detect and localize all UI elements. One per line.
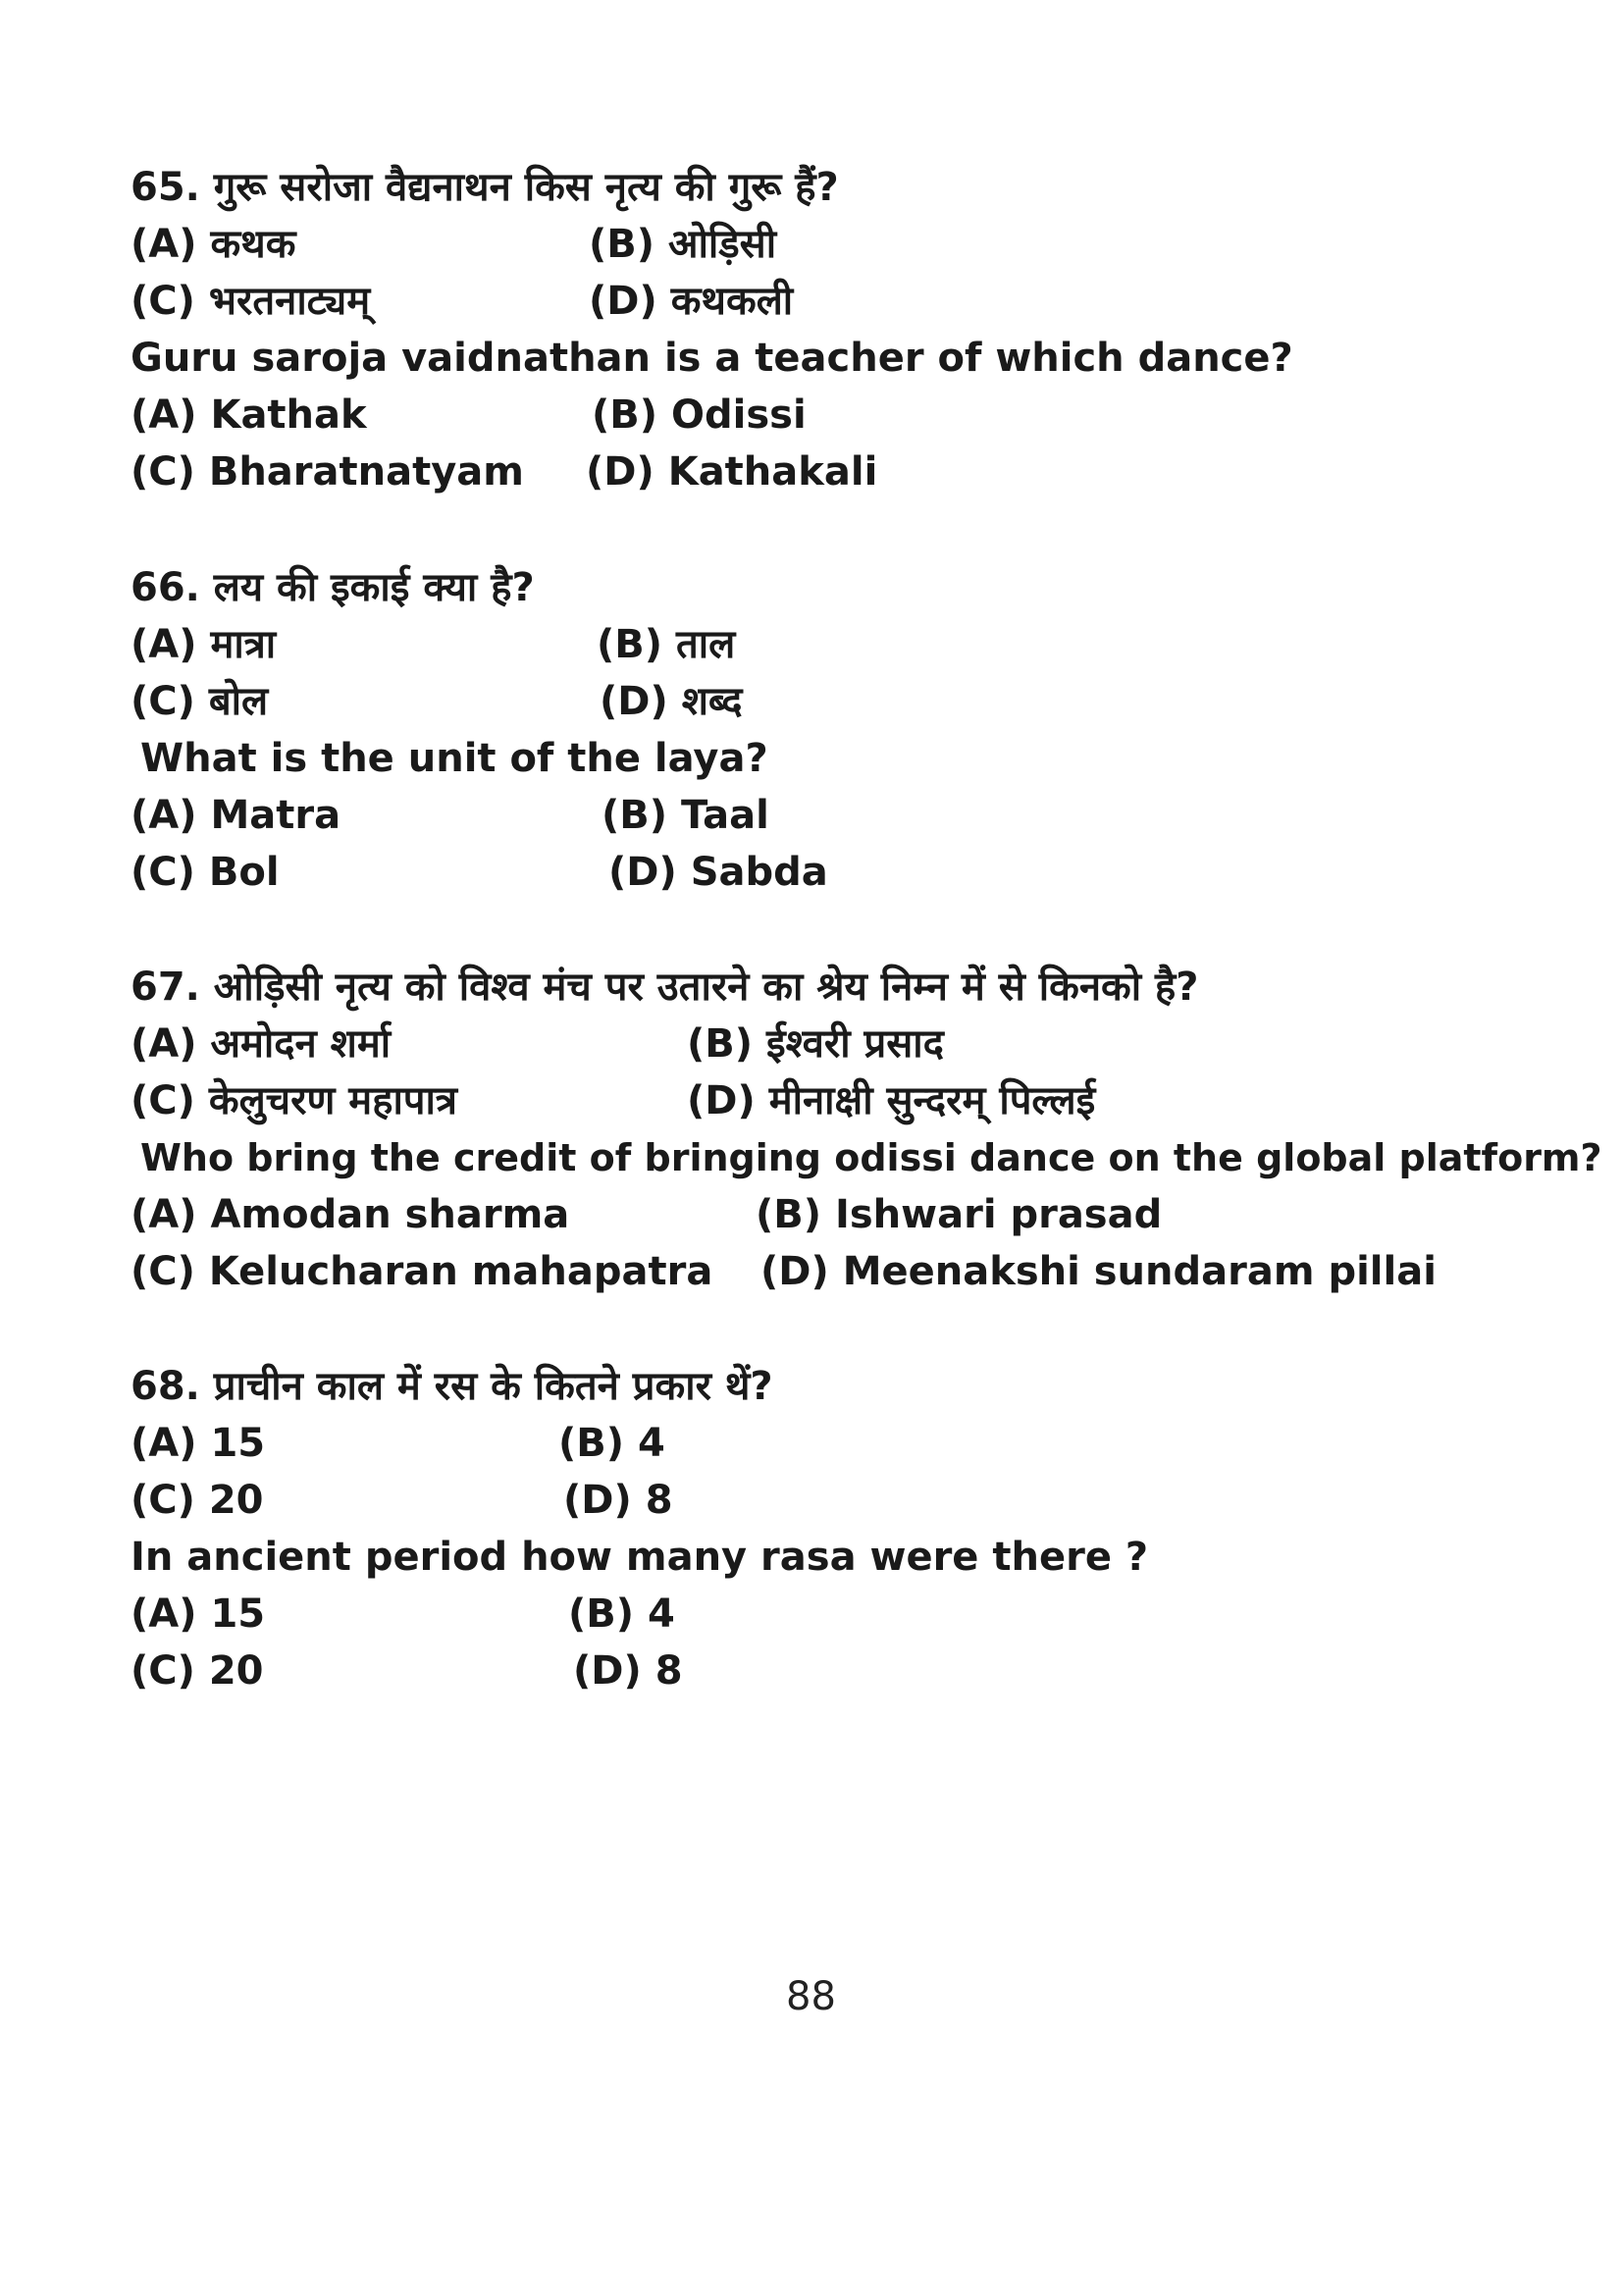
options-row (131, 1472, 1602, 1529)
option-a-english: (A) Matra (131, 793, 341, 838)
option-d-english: (D) 8 (573, 1648, 683, 1694)
option-d-hindi: (D) मीनाक्षी सुन्दरम् पिल्लई (687, 1078, 1096, 1123)
option-b-hindi: (B) ईश्वरी प्रसाद (687, 1021, 944, 1067)
options-row (131, 1415, 1602, 1472)
question-english: What is the unit of the laya? (140, 736, 768, 781)
option-b-english: (B) Odissi (592, 392, 807, 438)
question-hindi: 66. लय की इकाई क्या है? (131, 565, 535, 610)
option-c-english: (C) Kelucharan mahapatra (131, 1249, 713, 1294)
options-row (131, 1072, 1602, 1129)
question-66 (131, 559, 1602, 901)
option-a-english: (A) 15 (131, 1592, 266, 1637)
option-c-hindi: (C) बोल (131, 679, 269, 724)
option-c-english: (C) Bharatnatyam (131, 449, 524, 495)
option-c-hindi: (C) 20 (131, 1478, 264, 1523)
option-a-hindi: (A) अमोदन शर्मा (131, 1021, 392, 1067)
question-hindi: 68. प्राचीन काल में रस के कितने प्रकार थें? (131, 1364, 773, 1409)
option-d-hindi: (D) शब्द (600, 679, 743, 724)
option-a-hindi: (A) कथक (131, 222, 296, 267)
option-c-english: (C) Bol (131, 850, 280, 895)
options-row (131, 673, 1602, 730)
options-row (131, 444, 1602, 500)
options-row (131, 844, 1602, 901)
option-a-english: (A) Kathak (131, 392, 367, 438)
question-hindi: 67. ओड़िसी नृत्य को विश्व मंच पर उतारने का श्रेय निम्न में से किनको है? (131, 965, 1199, 1010)
question-english: Who bring the credit of bringing odissi dance on the global platform? (140, 1136, 1602, 1179)
option-b-hindi: (B) ताल (597, 622, 736, 667)
option-d-english: (D) Meenakshi sundaram pillai (760, 1249, 1437, 1294)
options-row (131, 273, 1602, 330)
question-english: Guru saroja vaidnathan is a teacher of which dance? (131, 336, 1293, 381)
option-d-english: (D) Kathakali (586, 449, 878, 495)
options-row (131, 616, 1602, 673)
options-row (131, 787, 1602, 844)
options-row (131, 216, 1602, 273)
option-d-hindi: (D) 8 (563, 1478, 673, 1523)
option-b-english: (B) 4 (568, 1592, 675, 1637)
question-68 (131, 1358, 1602, 1699)
option-d-english: (D) Sabda (608, 850, 828, 895)
option-b-hindi: (B) ओड़िसी (589, 222, 777, 267)
option-c-hindi: (C) भरतनाट्यम् (131, 279, 371, 324)
option-b-hindi: (B) 4 (558, 1421, 665, 1466)
options-row (131, 1643, 1602, 1699)
question-english: In ancient period how many rasa were there ? (131, 1535, 1149, 1580)
options-row (131, 1186, 1602, 1243)
question-67 (131, 959, 1602, 1300)
option-a-hindi: (A) मात्रा (131, 622, 277, 667)
options-row (131, 387, 1602, 444)
options-row (131, 1243, 1602, 1300)
option-d-hindi: (D) कथकली (589, 279, 794, 324)
options-row (131, 1586, 1602, 1643)
options-row (131, 1016, 1602, 1072)
page-number: 88 (786, 1974, 836, 2019)
option-a-english: (A) Amodan sharma (131, 1192, 570, 1237)
option-c-english: (C) 20 (131, 1648, 264, 1694)
question-hindi: 65. गुरू सरोजा वैद्यनाथन किस नृत्य की गुरू हैं? (131, 165, 839, 210)
option-b-english: (B) Taal (602, 793, 769, 838)
option-c-hindi: (C) केलुचरण महापात्र (131, 1078, 457, 1123)
option-a-hindi: (A) 15 (131, 1421, 266, 1466)
option-b-english: (B) Ishwari prasad (756, 1192, 1163, 1237)
question-65 (131, 159, 1602, 500)
